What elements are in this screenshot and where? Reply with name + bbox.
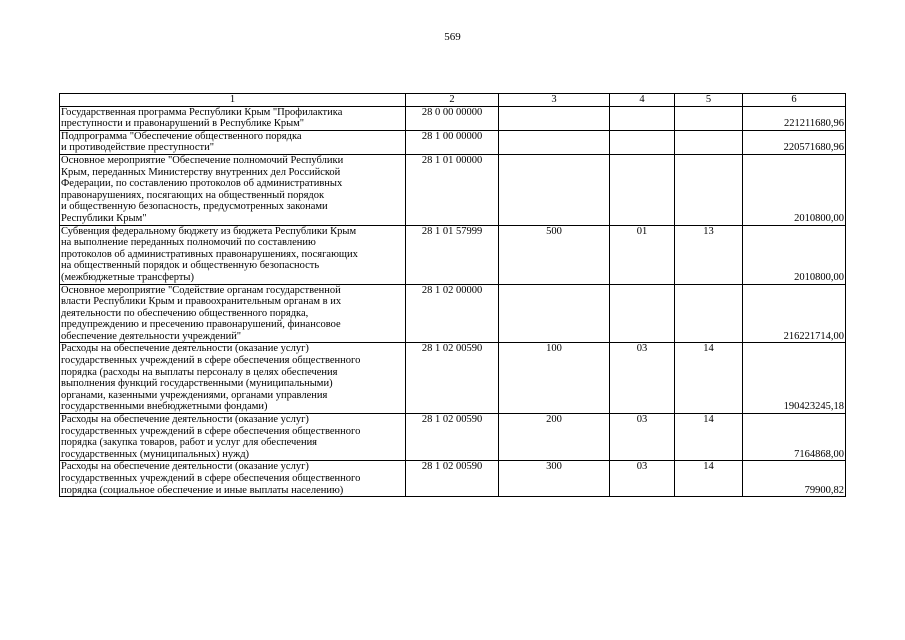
row-sum-cell: 2010800,00 bbox=[743, 154, 846, 225]
table-row bbox=[60, 225, 846, 284]
table-row bbox=[60, 414, 846, 461]
row-section-cell bbox=[610, 284, 675, 343]
row-code-cell: 28 1 01 00000 bbox=[406, 154, 499, 225]
row-name-line: обеспечение деятельности учреждений" bbox=[61, 330, 242, 342]
page-number: 569 bbox=[444, 31, 461, 43]
row-name-line: порядка (расходы на выплаты персоналу в целях обеспечения bbox=[61, 366, 338, 378]
table-body bbox=[60, 106, 846, 497]
row-code-cell: 28 1 02 00000 bbox=[406, 284, 499, 343]
row-section-cell: 03 bbox=[610, 461, 675, 497]
row-name-line: протоколов об административных правонарушениях, посягающих bbox=[61, 248, 358, 260]
row-subsection-cell: 14 bbox=[675, 414, 743, 461]
row-name-cell bbox=[60, 130, 406, 154]
row-name-line: на выполнение переданных полномочий по составлению bbox=[61, 237, 316, 249]
table-row bbox=[60, 106, 846, 130]
row-section-cell: 03 bbox=[610, 343, 675, 414]
row-subsection-cell: 14 bbox=[675, 343, 743, 414]
row-name-line: государственных учреждений в сфере обеспечения общественного bbox=[61, 355, 361, 367]
row-subsection-cell: 13 bbox=[675, 225, 743, 284]
header-col-5: 5 bbox=[675, 94, 743, 107]
row-code-cell: 28 1 02 00590 bbox=[406, 461, 499, 497]
table-row bbox=[60, 343, 846, 414]
table-row bbox=[60, 461, 846, 497]
row-name-cell bbox=[60, 414, 406, 461]
row-code-cell: 28 1 02 00590 bbox=[406, 343, 499, 414]
row-name-line: и общественную безопасность, предусмотренных законами bbox=[61, 201, 328, 213]
row-expense-type-cell bbox=[499, 284, 610, 343]
row-expense-type-cell: 300 bbox=[499, 461, 610, 497]
header-col-4: 4 bbox=[610, 94, 675, 107]
row-name-line: Подпрограмма "Обеспечение общественного порядка bbox=[61, 130, 302, 142]
row-code-cell: 28 1 00 00000 bbox=[406, 130, 499, 154]
row-section-cell bbox=[610, 130, 675, 154]
row-code-cell: 28 0 00 00000 bbox=[406, 106, 499, 130]
row-name-line: выполнения функций государственными (муниципальными) bbox=[61, 378, 333, 390]
row-name-line: деятельности по обеспечению общественного порядка, bbox=[61, 307, 309, 319]
row-name-cell bbox=[60, 106, 406, 130]
row-name-cell bbox=[60, 154, 406, 225]
row-subsection-cell bbox=[675, 154, 743, 225]
row-sum-cell: 79900,82 bbox=[743, 461, 846, 497]
row-name-line: органами, казенными учреждениями, органами управления bbox=[61, 389, 328, 401]
header-col-3: 3 bbox=[499, 94, 610, 107]
row-sum-cell: 190423245,18 bbox=[743, 343, 846, 414]
row-code-cell: 28 1 02 00590 bbox=[406, 414, 499, 461]
row-section-cell bbox=[610, 106, 675, 130]
row-name-line: Основное мероприятие "Обеспечение полномочий Республики bbox=[61, 154, 344, 166]
header-col-2: 2 bbox=[406, 94, 499, 107]
row-subsection-cell: 14 bbox=[675, 461, 743, 497]
budget-table bbox=[59, 93, 846, 497]
row-name-line: Расходы на обеспечение деятельности (оказание услуг) bbox=[61, 461, 309, 473]
row-name-line: на общественный порядок и общественную безопасность bbox=[61, 260, 320, 272]
row-name-line: преступности и правонарушений в Республике Крым" bbox=[61, 118, 305, 130]
header-col-6: 6 bbox=[743, 94, 846, 107]
row-name-line: государственных (муниципальных) нужд) bbox=[61, 448, 250, 460]
table-header-row bbox=[60, 94, 846, 107]
row-name-cell bbox=[60, 284, 406, 343]
row-code-cell: 28 1 01 57999 bbox=[406, 225, 499, 284]
row-sum-cell: 7164868,00 bbox=[743, 414, 846, 461]
row-expense-type-cell bbox=[499, 106, 610, 130]
row-name-line: Федерации, по составлению протоколов об административных bbox=[61, 178, 343, 190]
row-sum-cell: 220571680,96 bbox=[743, 130, 846, 154]
row-name-line: Субвенция федеральному бюджету из бюджета Республики Крым bbox=[61, 225, 357, 237]
row-section-cell bbox=[610, 154, 675, 225]
row-subsection-cell bbox=[675, 106, 743, 130]
row-name-line: Государственная программа Республики Крым "Профилактика bbox=[61, 106, 343, 118]
row-sum-cell: 221211680,96 bbox=[743, 106, 846, 130]
row-expense-type-cell: 100 bbox=[499, 343, 610, 414]
row-name-line: государственных учреждений в сфере обеспечения общественного bbox=[61, 425, 361, 437]
row-name-line: и противодействие преступности" bbox=[61, 142, 215, 154]
row-expense-type-cell: 200 bbox=[499, 414, 610, 461]
row-name-line: порядка (социальное обеспечение и иные выплаты населению) bbox=[61, 484, 344, 496]
row-name-cell bbox=[60, 343, 406, 414]
row-section-cell: 03 bbox=[610, 414, 675, 461]
row-sum-cell: 2010800,00 bbox=[743, 225, 846, 284]
row-expense-type-cell bbox=[499, 154, 610, 225]
row-name-line: правонарушениях, посягающих на общественный порядок bbox=[61, 189, 325, 201]
header-col-1: 1 bbox=[60, 94, 406, 107]
row-name-line: (межбюджетные трансферты) bbox=[61, 271, 194, 283]
row-expense-type-cell: 500 bbox=[499, 225, 610, 284]
row-name-line: власти Республики Крым и правоохранительным органам в их bbox=[61, 296, 342, 308]
row-name-line: Республики Крым" bbox=[61, 212, 147, 224]
row-name-line: Расходы на обеспечение деятельности (оказание услуг) bbox=[61, 414, 309, 426]
table-row bbox=[60, 154, 846, 225]
table-row bbox=[60, 130, 846, 154]
row-name-line: порядка (закупка товаров, работ и услуг для обеспечения bbox=[61, 437, 318, 449]
row-name-line: государственными внебюджетными фондами) bbox=[61, 401, 268, 413]
row-name-line: Крым, переданных Министерству внутренних дел Российской bbox=[61, 166, 341, 178]
row-subsection-cell bbox=[675, 284, 743, 343]
row-name-cell bbox=[60, 225, 406, 284]
row-name-line: Расходы на обеспечение деятельности (оказание услуг) bbox=[61, 343, 309, 355]
row-name-line: Основное мероприятие "Содействие органам государственной bbox=[61, 284, 341, 296]
row-subsection-cell bbox=[675, 130, 743, 154]
row-sum-cell: 216221714,00 bbox=[743, 284, 846, 343]
row-expense-type-cell bbox=[499, 130, 610, 154]
row-name-line: предупреждению и пресечению правонарушений, финансовое bbox=[61, 319, 341, 331]
row-name-line: государственных учреждений в сфере обеспечения общественного bbox=[61, 473, 361, 484]
row-name-cell bbox=[60, 461, 406, 497]
table-row bbox=[60, 284, 846, 343]
row-section-cell: 01 bbox=[610, 225, 675, 284]
